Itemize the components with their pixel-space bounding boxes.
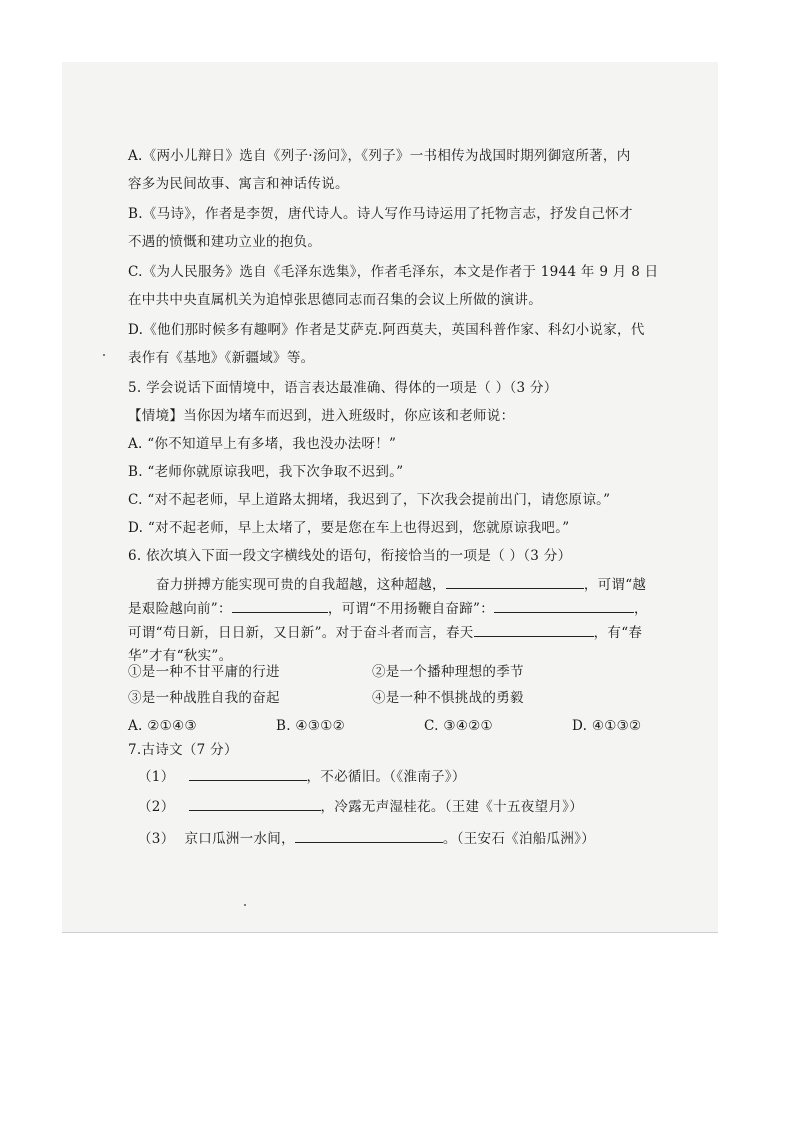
answer-blank[interactable]	[474, 624, 594, 637]
page-bottom-edge	[62, 932, 718, 933]
scan-speck	[244, 904, 246, 906]
q4-option-c-line1: C.《为人民服务》选自《毛泽东选集》，作者毛泽东，本文是作者于 1944 年 9 月 8 日	[128, 264, 659, 280]
q4-option-d-line1: D.《他们那时候多有趣啊》作者是艾萨克.阿西莫夫，英国科普作家、科幻小说家，代	[128, 322, 645, 338]
q6-item-3: ③是一种战胜自我的奋起	[128, 690, 280, 706]
q6-item-2: ②是一个播种理想的季节	[372, 664, 524, 680]
q7-line-text: 。（王安石《泊船瓜洲》）	[442, 831, 596, 847]
q4-option-d-line2: 表作有《基地》《新疆域》等。	[128, 350, 315, 366]
q7-item-number: （1）	[138, 769, 175, 785]
q5-option-a: A. “你不知道早上有多堵，我也没办法呀！”	[128, 436, 397, 452]
q6-choice-a: A. ②①④③	[128, 718, 197, 734]
q7-line-pre: 京口瓜洲一水间，	[184, 831, 295, 847]
answer-blank[interactable]	[189, 798, 321, 811]
q7-item-number: （2）	[138, 799, 175, 815]
answer-blank[interactable]	[446, 576, 584, 589]
q4-option-a-line1: A.《两小儿辩日》选自《列子·汤问》，《列子》一书相传为战国时期列御寇所著，内	[128, 148, 631, 164]
q6-passage-text: ，可谓“越	[583, 577, 647, 593]
q5-stem: 5. 学会说话下面情境中，语言表达最准确、得体的一项是（ ）（3 分）	[128, 380, 558, 396]
scan-speck	[103, 354, 105, 356]
q6-passage-text: 是艰险越向前”：	[128, 601, 232, 617]
answer-blank[interactable]	[232, 600, 328, 613]
q6-item-1: ①是一种不甘平庸的行进	[128, 664, 280, 680]
q5-context: 【情境】当你因为堵车而迟到，进入班级时，你应该和老师说：	[128, 408, 515, 424]
answer-blank[interactable]	[189, 768, 307, 781]
q4-option-b-line1: B.《马诗》，作者是李贺，唐代诗人。诗人写作马诗运用了托物言志，抒发自己怀才	[128, 206, 633, 222]
q7-line-2	[138, 798, 583, 815]
q7-stem: 7.古诗文（7 分）	[128, 742, 238, 758]
q6-passage-text: ，	[634, 601, 648, 617]
q6-passage-text: ，可谓“不用扬鞭自奋蹄”：	[327, 601, 495, 617]
q6-passage-text: 奋力拼搏方能实现可贵的自我超越，这种超越，	[156, 577, 446, 593]
q6-passage-line2	[128, 600, 648, 617]
q7-line-1	[138, 768, 466, 785]
q6-choice-b: B. ④③①②	[276, 718, 346, 734]
q7-line-text: ，不必循旧。（《淮南子》）	[306, 769, 466, 785]
q5-option-d: D. “对不起老师，早上太堵了，要是您在车上也得迟到，您就原谅我吧。”	[128, 520, 570, 536]
q6-passage-text: ，有“春	[593, 625, 643, 641]
q6-passage-line3	[128, 624, 642, 641]
q7-line-3	[138, 830, 595, 847]
q4-option-a-line2: 容多为民间故事、寓言和神话传说。	[128, 176, 349, 192]
q6-choice-c: C. ③④②①	[424, 718, 493, 734]
q7-line-text: ，冷露无声湿桂花。（王建《十五夜望月》）	[320, 799, 583, 815]
q6-passage-line4: 华”才有“秋实”。	[128, 648, 233, 664]
q5-option-b: B. “老师你就原谅我吧，我下次争取不迟到。”	[128, 464, 404, 480]
q5-option-c: C. “对不起老师，早上道路太拥堵，我迟到了，下次我会提前出门，请您原谅。”	[128, 492, 611, 508]
q6-passage-line1	[156, 576, 646, 593]
q6-passage-text: 可谓“苟日新，日日新，又日新”。对于奋斗者而言，春天	[128, 625, 474, 641]
q4-option-b-line2: 不遇的愤慨和建功立业的抱负。	[128, 234, 322, 250]
answer-blank[interactable]	[494, 600, 634, 613]
q6-choice-d: D. ④①③②	[572, 718, 642, 734]
q4-option-c-line2: 在中共中央直属机关为追悼张思德同志而召集的会议上所做的演讲。	[128, 292, 542, 308]
q7-item-number: （3）	[138, 831, 175, 847]
q6-item-4: ④是一种不惧挑战的勇毅	[372, 690, 524, 706]
answer-blank[interactable]	[295, 830, 443, 843]
q6-stem: 6. 依次填入下面一段文字横线处的语句，衔接恰当的一项是（ ）（3 分）	[128, 548, 572, 564]
